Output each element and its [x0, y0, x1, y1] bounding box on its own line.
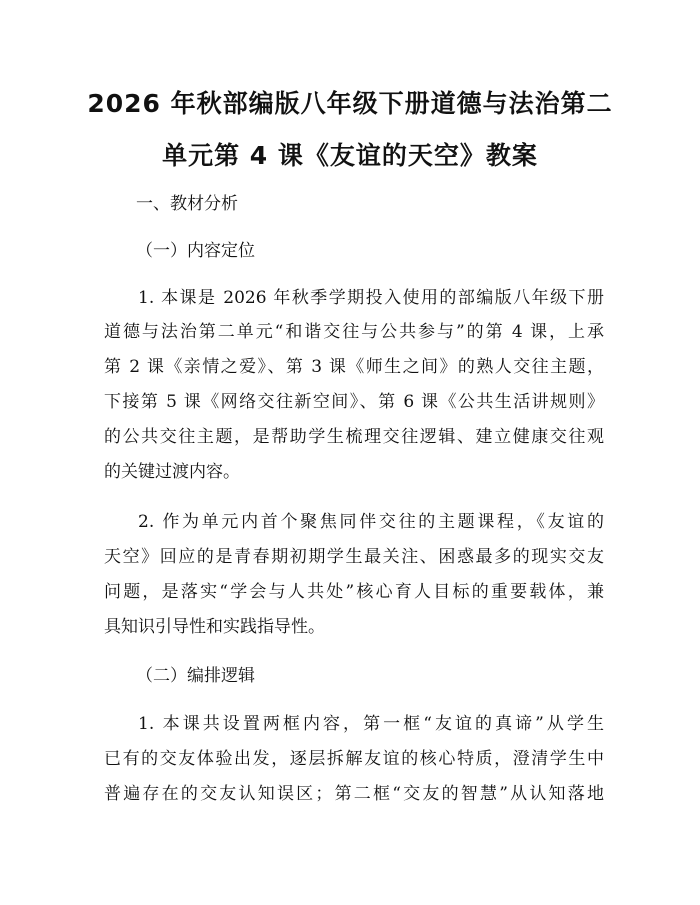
subsection-heading-arrangement-logic: （二）编排逻辑	[136, 666, 255, 686]
document-title-line-2: 单元第 4 课《友谊的天空》教案	[162, 141, 538, 170]
paragraph-line: 普遍存在的交友认知误区；第二框“交友的智慧”从认知落地	[104, 784, 604, 804]
paragraph-line: 1. 本课是 2026 年秋季学期投入使用的部编版八年级下册	[138, 288, 604, 308]
paragraph-line: 天空》回应的是青春期初期学生最关注、困惑最多的现实交友	[104, 547, 604, 567]
section-heading: 一、教材分析	[136, 194, 238, 214]
document-title-line-1: 2026 年秋部编版八年级下册道德与法治第二	[87, 89, 613, 118]
paragraph-line: 的关键过渡内容。	[104, 462, 240, 482]
paragraph-line: 第 2 课《亲情之爱》、第 3 课《师生之间》的熟人交往主题，	[104, 357, 604, 377]
paragraph-line: 已有的交友体验出发，逐层拆解友谊的核心特质，澄清学生中	[104, 749, 604, 769]
paragraph-line: 的公共交往主题，是帮助学生梳理交往逻辑、建立健康交往观	[104, 427, 604, 447]
paragraph-line: 问题，是落实“学会与人共处”核心育人目标的重要载体，兼	[104, 582, 604, 602]
paragraph-line: 2. 作为单元内首个聚焦同伴交往的主题课程，《友谊的	[138, 512, 604, 532]
paragraph-line: 1. 本课共设置两框内容，第一框“友谊的真谛”从学生	[138, 714, 604, 734]
paragraph-line: 具知识引导性和实践指导性。	[104, 617, 325, 637]
paragraph-line: 道德与法治第二单元“和谐交往与公共参与”的第 4 课，上承	[104, 322, 604, 342]
subsection-heading-content-positioning: （一）内容定位	[136, 241, 255, 261]
paragraph-line: 下接第 5 课《网络交往新空间》、第 6 课《公共生活讲规则》	[104, 392, 604, 412]
